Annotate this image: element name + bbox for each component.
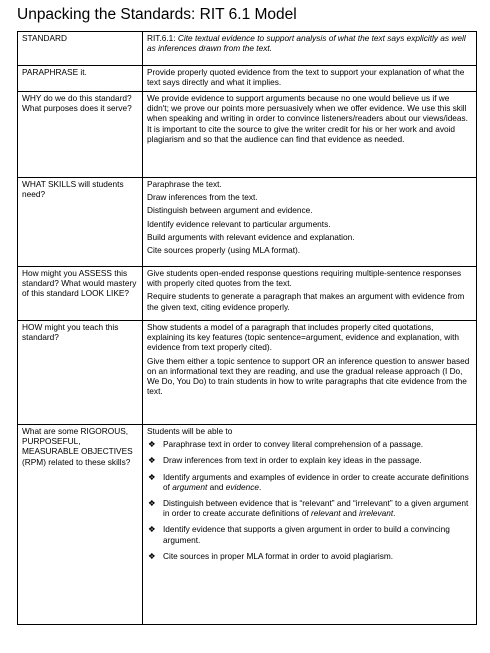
objective-item: ❖ Identify arguments and examples of evidence in order to create accurate definitions of argument and evidence. bbox=[148, 471, 469, 492]
objective-item: ❖ Paraphrase text in order to convey literal comprehension of a passage. bbox=[148, 439, 424, 450]
skill-item: Distinguish between argument and evidence. bbox=[147, 205, 313, 216]
diamond-bullet-icon: ❖ bbox=[148, 439, 156, 450]
row-why bbox=[18, 92, 477, 178]
skill-item: Cite sources properly (using MLA format). bbox=[147, 245, 301, 256]
diamond-bullet-icon: ❖ bbox=[148, 550, 156, 561]
skill-item: Build arguments with relevant evidence and explanation. bbox=[147, 231, 355, 242]
row-paraphrase bbox=[18, 66, 477, 92]
row-rpm bbox=[18, 425, 477, 625]
objectives-list bbox=[147, 439, 473, 561]
assess-label: How might you ASSESS this standard? What would mastery of this standard LOOK LIKE? bbox=[18, 267, 143, 321]
diamond-bullet-icon: ❖ bbox=[148, 471, 156, 482]
assess-paragraph: Require students to generate a paragraph that makes an argument with evidence from the given text, citing evidence properly. bbox=[147, 291, 465, 312]
skill-item: Paraphrase the text. bbox=[147, 179, 222, 189]
row-assess bbox=[18, 267, 477, 321]
rpm-intro: Students will be able to bbox=[147, 426, 233, 436]
standard-code: RIT.6.1: bbox=[147, 33, 176, 43]
why-text: We provide evidence to support arguments because no one would believe us if we didn't; we prove our points more persuasively when we offer evidence. We use this skill when speaking and writing in order to convince listeners/readers about our views/ideas. It is important to cite the source to give the writer credit for his or her work and avoid plagiarism and so that the audience can find that evidence as needed. bbox=[143, 92, 477, 178]
why-label: WHY do we do this standard? What purposes does it serve? bbox=[18, 92, 143, 178]
diamond-bullet-icon: ❖ bbox=[148, 524, 156, 535]
objective-item: ❖ Distinguish between evidence that is “relevant” and “irrelevant” to a given argument in order to create accurate definitions of relevant and irrelevant. bbox=[148, 498, 469, 519]
teach-label: HOW might you teach this standard? bbox=[18, 321, 143, 425]
teach-text bbox=[143, 321, 477, 425]
standard-description: Cite textual evidence to support analysis of what the text says explicitly as well as inferences drawn from the text. bbox=[147, 33, 466, 54]
objective-item: ❖ Identify evidence that supports a given argument in order to build a convincing argument. bbox=[148, 524, 450, 545]
skill-item: Draw inferences from the text. bbox=[147, 192, 258, 203]
skill-item: Identify evidence relevant to particular arguments. bbox=[147, 218, 331, 229]
standard-text bbox=[143, 32, 477, 66]
row-standard bbox=[18, 32, 477, 66]
objective-item: ❖ Draw inferences from text in order to explain key ideas in the passage. bbox=[148, 455, 422, 466]
teach-paragraph: Give them either a topic sentence to support OR an inference question to answer based on an informational text they are reading, and use the gradual release approach (I Do, We Do, You Do) to train students in how to write paragraphs that cite evidence from the text. bbox=[147, 355, 470, 397]
row-skills bbox=[18, 178, 477, 267]
skills-list bbox=[143, 178, 477, 267]
standard-label: STANDARD bbox=[18, 32, 143, 66]
diamond-bullet-icon: ❖ bbox=[148, 455, 156, 466]
paraphrase-text: Provide properly quoted evidence from the text to support your explanation of what the text says directly and what it implies. bbox=[143, 66, 477, 92]
skills-label: WHAT SKILLS will students need? bbox=[18, 178, 143, 267]
paraphrase-label: PARAPHRASE it. bbox=[18, 66, 143, 92]
assess-text bbox=[143, 267, 477, 321]
rpm-objectives bbox=[143, 425, 477, 625]
row-teach bbox=[18, 321, 477, 425]
assess-paragraph: Give students open-ended response questions requiring multiple-sentence responses with properly cited quotes from the text. bbox=[147, 268, 462, 289]
standards-table bbox=[17, 31, 477, 625]
diamond-bullet-icon: ❖ bbox=[148, 498, 156, 509]
page-title: Unpacking the Standards: RIT 6.1 Model bbox=[17, 6, 297, 23]
teach-paragraph: Show students a model of a paragraph that includes properly cited quotations, explaining its key features (topic sentence=argument, evidence and explanation, with evidence from text properly cited). bbox=[147, 322, 460, 353]
rpm-label: What are some RIGOROUS, PURPOSEFUL, MEASURABLE OBJECTIVES (RPM) related to these skills? bbox=[18, 425, 143, 625]
objective-item: ❖ Cite sources in proper MLA format in order to avoid plagiarism. bbox=[148, 550, 394, 561]
